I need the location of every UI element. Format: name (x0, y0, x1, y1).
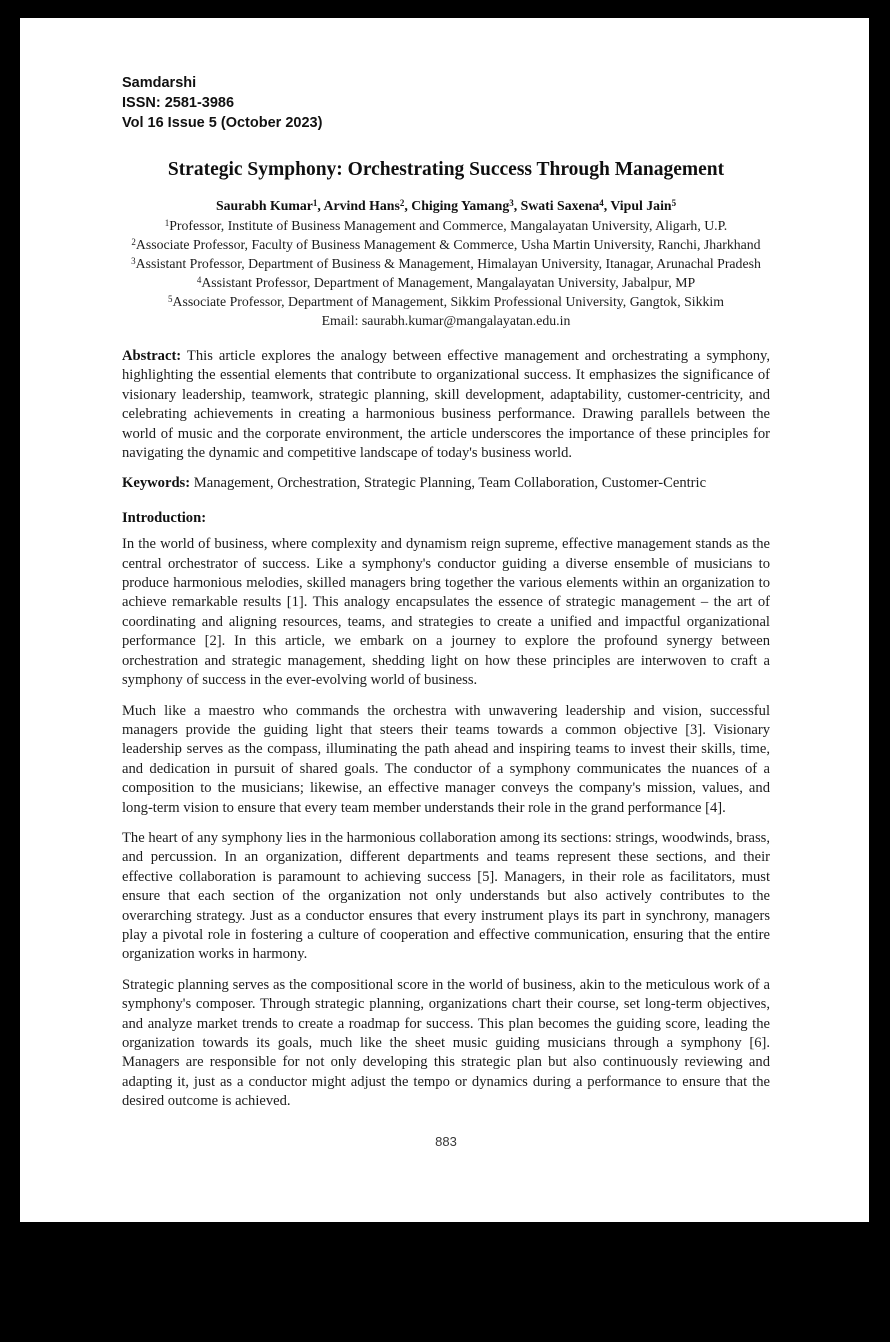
email-address: saurabh.kumar@mangalayatan.edu.in (361, 313, 571, 328)
author-line: Saurabh Kumar$^1$, Arvind Hans$^2$, Chiging Yamang$^3$, Swati Saxena$^4$, Vipul Jain$^5$ (215, 197, 677, 213)
author-superscript: 3 (509, 197, 514, 208)
abstract-paragraph (122, 347, 770, 463)
affiliation-superscript: 3 (131, 255, 136, 266)
author-name: Arvind Hans (323, 198, 400, 213)
affiliation-line: $^1$Professor, Institute of Business Management and Commerce, Mangalayatan University, Aligarh, U.P. (164, 217, 728, 233)
article-body (122, 347, 770, 1112)
author-name: Swati Saxena (520, 198, 600, 213)
email-line (122, 311, 770, 330)
affiliation-superscript: 5 (168, 293, 173, 304)
journal-header (122, 73, 770, 133)
journal-issn: ISSN: 2581-3986 (122, 95, 235, 111)
author-superscript: 2 (399, 197, 405, 208)
intro-paragraph-2: Much like a maestro who commands the orchestra with unwavering leadership and vision, successful managers provide the guiding light that steers their teams towards a common objective [3]. Visionary leadership serves as the compass, illuminating the path ahead and inspiring teams to invest their skills, time, and dedication in pursuit of shared goals. The conductor of a symphony communicates the nuances of a composition to the musicians; likewise, an effective manager conveys the company's mission, values, and long-term vision to ensure that every team member understands their role in the grand performance [4]. (122, 702, 770, 816)
affiliation-line: $^4$Assistant Professor, Department of Management, Mangalayatan University, Jabalpur, MP (196, 274, 696, 290)
email-label: Email: (321, 313, 359, 328)
journal-volume: Vol 16 Issue 5 (October 2023) (122, 115, 323, 131)
affiliation-line: $^3$Assistant Professor, Department of Business & Management, Himalayan University, Itanagar, Arunachal Pradesh (131, 255, 761, 271)
affiliations (122, 216, 770, 311)
intro-paragraph-1: In the world of business, where complexity and dynamism reign supreme, effective management stands as the central orchestrator of success. Like a symphony's conductor guiding a diverse ensemble of musicians to produce harmonious melodies, skilled managers bring together the various elements within an organization to achieve remarkable results [1]. This analogy encapsulates the essence of strategic management – the art of coordinating and aligning resources, teams, and strategies to create a unified and impactful organizational performance [2]. In this article, we embark on a journey to explore the profound synergy between orchestration and strategic management, shedding light on how these principles are interwoven to craft a symphony of success in the ever-evolving world of business. (122, 536, 770, 689)
keywords-line (122, 474, 770, 493)
keywords-label: Keywords: (122, 475, 191, 492)
affiliation-line: $^2$Associate Professor, Faculty of Business Management & Commerce, Usha Martin University, Ranchi, Jharkhand (131, 236, 761, 252)
author-superscript: 4 (599, 197, 604, 208)
abstract-label: Abstract: (122, 348, 182, 364)
affiliation-superscript: 4 (196, 274, 202, 285)
affiliation-superscript: 2 (131, 236, 136, 247)
journal-name: Samdarshi (122, 75, 197, 91)
page-number: 883 (435, 1133, 457, 1149)
author-name: Chiging Yamang (411, 198, 510, 213)
author-superscript: 1 (312, 197, 318, 208)
author-superscript: 5 (671, 197, 677, 208)
intro-paragraph-3: The heart of any symphony lies in the harmonious collaboration among its sections: strings, woodwinds, brass, and percussion. In an organization, different departments and teams represent these sections, and their effective collaboration is paramount to achieving success [5]. Managers, in their role as facilitators, must ensure that each section of the organization not only understands but also actively contributes to the overarching strategy. Just as a conductor ensures that every instrument plays its part in synchrony, managers play a pivotal role in fostering a culture of cooperation and effective communication, ensuring that the entire organization works in harmony. (122, 829, 770, 963)
author-name: Saurabh Kumar (215, 198, 313, 213)
affiliation-line: $^5$Associate Professor, Department of Management, Sikkim Professional University, Gangtok, Sikkim (168, 293, 724, 309)
author-name: Vipul Jain (610, 198, 672, 213)
abstract-text: This article explores the analogy between effective management and orchestrating a symphony, highlighting the essential elements that contribute to organizational success. It emphasizes the significance of visionary leadership, teamwork, strategic planning, skill development, adaptability, customer-centricity, and celebrating achievements in creating a harmonious business performance. Drawing parallels between the world of music and the corporate environment, the article underscores the importance of these principles for navigating the dynamic and competitive landscape of today's business world. (122, 348, 770, 462)
document-page (20, 18, 869, 1222)
section-heading-introduction: Introduction: (122, 509, 207, 526)
affiliation-superscript: 1 (164, 217, 170, 228)
intro-paragraph-4: Strategic planning serves as the compositional score in the world of business, akin to the meticulous work of a symphony's composer. Through strategic planning, organizations chart their course, set long-term objectives, and analyze market trends to create a roadmap for success. This plan becomes the guiding score, leading the organization towards its goals, much like the sheet music guiding musicians through a symphony [6]. Managers are responsible for not only developing this strategic plan but also continuously reviewing and adapting it, just as a conductor might adjust the tempo or dynamics during a performance to ensure that the desired outcome is achieved. (122, 976, 770, 1110)
keywords-text: Management, Orchestration, Strategic Planning, Team Collaboration, Customer-Centric (193, 475, 707, 492)
article-title: Strategic Symphony: Orchestrating Success Through Management (167, 159, 725, 180)
